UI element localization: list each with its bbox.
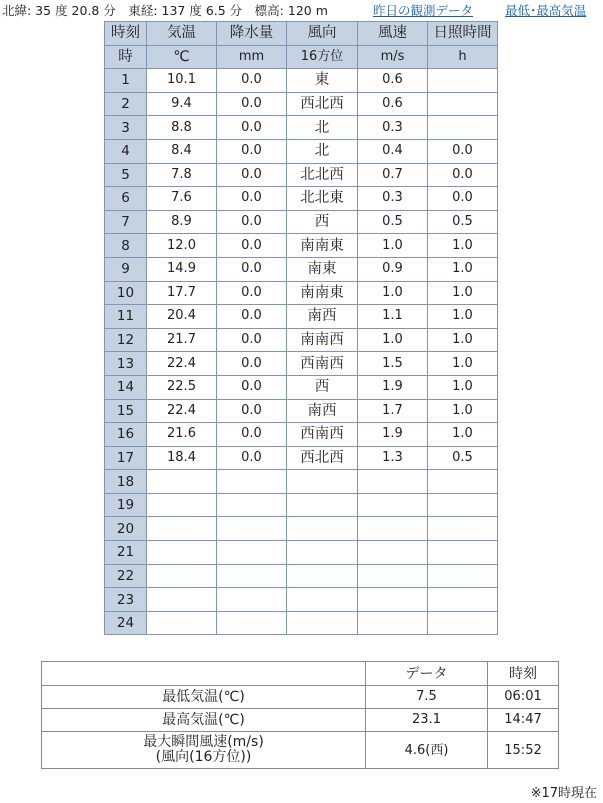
- hour-cell: 23: [105, 588, 147, 612]
- precip-cell: 0.0: [217, 139, 287, 163]
- unit-sunshine: h: [428, 45, 498, 69]
- wind-speed-cell: 1.1: [358, 305, 428, 329]
- wind-speed-cell: [358, 470, 428, 494]
- precip-cell: [217, 517, 287, 541]
- wind-speed-cell: 0.6: [358, 69, 428, 93]
- wind-dir-cell: 西南西: [287, 352, 358, 376]
- sunshine-cell: 0.0: [428, 187, 498, 211]
- wind-speed-cell: 0.3: [358, 116, 428, 140]
- col-header-wind-speed: 風速: [358, 22, 428, 46]
- precip-cell: 0.0: [217, 69, 287, 93]
- hour-cell: 13: [105, 352, 147, 376]
- summary-header-data: データ: [366, 662, 488, 686]
- unit-hour: 時: [105, 45, 147, 69]
- temp-cell: 8.9: [147, 210, 217, 234]
- wind-speed-cell: 1.0: [358, 281, 428, 305]
- temp-cell: 9.4: [147, 92, 217, 116]
- sunshine-cell: 1.0: [428, 328, 498, 352]
- hour-cell: 18: [105, 470, 147, 494]
- temp-cell: 18.4: [147, 446, 217, 470]
- sunshine-cell: 1.0: [428, 399, 498, 423]
- temp-cell: 22.4: [147, 352, 217, 376]
- sunshine-cell: 1.0: [428, 375, 498, 399]
- temp-cell: [147, 564, 217, 588]
- temp-cell: 8.8: [147, 116, 217, 140]
- precip-cell: [217, 541, 287, 565]
- wind-speed-cell: 1.3: [358, 446, 428, 470]
- summary-row-min-temp: [42, 686, 559, 709]
- hour-cell: 7: [105, 210, 147, 234]
- table-row: [105, 234, 498, 258]
- temp-cell: 7.8: [147, 163, 217, 187]
- wind-dir-cell: 西南西: [287, 423, 358, 447]
- wind-dir-cell: [287, 611, 358, 635]
- temp-cell: [147, 611, 217, 635]
- unit-wind-dir: 16方位: [287, 45, 358, 69]
- table-row: [105, 257, 498, 281]
- table-row: [105, 281, 498, 305]
- table-row: [105, 423, 498, 447]
- min-max-temp-link[interactable]: 最低･最高気温: [505, 3, 587, 18]
- wind-speed-cell: 1.9: [358, 375, 428, 399]
- summary-value: 4.6(西): [366, 732, 488, 769]
- hour-cell: 19: [105, 493, 147, 517]
- sunshine-cell: 1.0: [428, 281, 498, 305]
- wind-dir-cell: 北北西: [287, 163, 358, 187]
- summary-time: 06:01: [488, 686, 559, 709]
- sunshine-cell: 1.0: [428, 305, 498, 329]
- precip-cell: 0.0: [217, 116, 287, 140]
- table-row: [105, 588, 498, 612]
- wind-dir-cell: 南南東: [287, 281, 358, 305]
- summary-time: 15:52: [488, 732, 559, 769]
- precip-cell: [217, 611, 287, 635]
- temp-cell: 21.6: [147, 423, 217, 447]
- table-header-row: [105, 22, 498, 46]
- wind-speed-cell: [358, 588, 428, 612]
- wind-speed-cell: 1.7: [358, 399, 428, 423]
- summary-label: 最高気温(℃): [42, 709, 366, 732]
- temp-cell: 7.6: [147, 187, 217, 211]
- hour-cell: 15: [105, 399, 147, 423]
- sunshine-cell: [428, 541, 498, 565]
- sunshine-cell: [428, 69, 498, 93]
- table-row: [105, 446, 498, 470]
- sunshine-cell: [428, 564, 498, 588]
- table-row: [105, 493, 498, 517]
- wind-dir-cell: 東: [287, 69, 358, 93]
- wind-dir-cell: 西: [287, 375, 358, 399]
- precip-cell: 0.0: [217, 234, 287, 258]
- sunshine-cell: 0.5: [428, 446, 498, 470]
- table-row: [105, 163, 498, 187]
- wind-speed-cell: 1.9: [358, 423, 428, 447]
- precip-cell: 0.0: [217, 305, 287, 329]
- precip-cell: 0.0: [217, 210, 287, 234]
- temp-cell: [147, 517, 217, 541]
- wind-speed-cell: 1.0: [358, 234, 428, 258]
- summary-label-line2: (風向(16方位)): [155, 749, 252, 765]
- wind-speed-cell: 0.3: [358, 187, 428, 211]
- wind-dir-cell: 北北東: [287, 187, 358, 211]
- wind-dir-cell: 西北西: [287, 92, 358, 116]
- wind-dir-cell: [287, 470, 358, 494]
- wind-speed-cell: 0.9: [358, 257, 428, 281]
- table-row: [105, 328, 498, 352]
- hourly-observation-table: [104, 21, 498, 635]
- precip-cell: 0.0: [217, 446, 287, 470]
- wind-dir-cell: 南西: [287, 399, 358, 423]
- summary-value: 23.1: [366, 709, 488, 732]
- summary-label-line1: 最大瞬間風速(m/s): [143, 734, 264, 750]
- precip-cell: 0.0: [217, 163, 287, 187]
- wind-dir-cell: 南東: [287, 257, 358, 281]
- sunshine-cell: 1.0: [428, 257, 498, 281]
- summary-header-row: [42, 662, 559, 686]
- hour-cell: 11: [105, 305, 147, 329]
- wind-speed-cell: [358, 564, 428, 588]
- summary-row-max-gust: [42, 732, 559, 769]
- sunshine-cell: [428, 470, 498, 494]
- temp-cell: 14.9: [147, 257, 217, 281]
- station-coordinates: 北緯: 35 度 20.8 分 東経: 137 度 6.5 分 標高: 120 m: [2, 3, 328, 18]
- table-row: [105, 611, 498, 635]
- temp-cell: [147, 493, 217, 517]
- sunshine-cell: [428, 588, 498, 612]
- hour-cell: 5: [105, 163, 147, 187]
- sunshine-cell: [428, 116, 498, 140]
- hour-cell: 2: [105, 92, 147, 116]
- wind-speed-cell: [358, 517, 428, 541]
- wind-dir-cell: 西北西: [287, 446, 358, 470]
- wind-dir-cell: 南西: [287, 305, 358, 329]
- temp-cell: 12.0: [147, 234, 217, 258]
- wind-speed-cell: 0.5: [358, 210, 428, 234]
- temp-cell: 22.4: [147, 399, 217, 423]
- unit-precip: mm: [217, 45, 287, 69]
- table-row: [105, 92, 498, 116]
- wind-speed-cell: 1.0: [358, 328, 428, 352]
- sunshine-cell: 1.0: [428, 234, 498, 258]
- hour-cell: 6: [105, 187, 147, 211]
- update-note: ※17時現在: [530, 786, 597, 801]
- sunshine-cell: 1.0: [428, 423, 498, 447]
- station-info-bar: [2, 1, 602, 21]
- wind-dir-cell: 南南東: [287, 234, 358, 258]
- wind-speed-cell: [358, 611, 428, 635]
- temp-cell: [147, 541, 217, 565]
- wind-dir-cell: 北: [287, 116, 358, 140]
- wind-dir-cell: [287, 588, 358, 612]
- wind-dir-cell: 西: [287, 210, 358, 234]
- summary-value: 7.5: [366, 686, 488, 709]
- wind-speed-cell: 0.6: [358, 92, 428, 116]
- table-row: [105, 69, 498, 93]
- sunshine-cell: [428, 493, 498, 517]
- table-row: [105, 375, 498, 399]
- hour-cell: 12: [105, 328, 147, 352]
- daily-summary-table: [41, 661, 559, 769]
- sunshine-cell: [428, 611, 498, 635]
- table-row: [105, 187, 498, 211]
- col-header-precip: 降水量: [217, 22, 287, 46]
- table-row: [105, 541, 498, 565]
- precip-cell: 0.0: [217, 187, 287, 211]
- hour-cell: 20: [105, 517, 147, 541]
- sunshine-cell: [428, 92, 498, 116]
- table-row: [105, 399, 498, 423]
- precip-cell: 0.0: [217, 257, 287, 281]
- col-header-hour: 時刻: [105, 22, 147, 46]
- temp-cell: [147, 470, 217, 494]
- precip-cell: 0.0: [217, 399, 287, 423]
- col-header-wind-dir: 風向: [287, 22, 358, 46]
- wind-dir-cell: [287, 541, 358, 565]
- wind-dir-cell: 南南西: [287, 328, 358, 352]
- summary-label: [42, 732, 366, 769]
- sunshine-cell: 0.0: [428, 139, 498, 163]
- table-row: [105, 470, 498, 494]
- temp-cell: 22.5: [147, 375, 217, 399]
- sunshine-cell: 1.0: [428, 352, 498, 376]
- summary-label: 最低気温(℃): [42, 686, 366, 709]
- precip-cell: [217, 588, 287, 612]
- temp-cell: 17.7: [147, 281, 217, 305]
- wind-speed-cell: [358, 493, 428, 517]
- wind-dir-cell: [287, 564, 358, 588]
- hour-cell: 4: [105, 139, 147, 163]
- temp-cell: 10.1: [147, 69, 217, 93]
- temp-cell: 20.4: [147, 305, 217, 329]
- summary-time: 14:47: [488, 709, 559, 732]
- precip-cell: 0.0: [217, 375, 287, 399]
- precip-cell: [217, 564, 287, 588]
- hour-cell: 21: [105, 541, 147, 565]
- table-row: [105, 564, 498, 588]
- hour-cell: 10: [105, 281, 147, 305]
- hour-cell: 14: [105, 375, 147, 399]
- wind-speed-cell: 0.7: [358, 163, 428, 187]
- sunshine-cell: 0.5: [428, 210, 498, 234]
- precip-cell: [217, 470, 287, 494]
- temp-cell: 8.4: [147, 139, 217, 163]
- wind-speed-cell: 0.4: [358, 139, 428, 163]
- temp-cell: [147, 588, 217, 612]
- yesterday-data-link[interactable]: 昨日の観測データ: [373, 3, 474, 18]
- sunshine-cell: [428, 517, 498, 541]
- table-row: [105, 517, 498, 541]
- table-row: [105, 210, 498, 234]
- sunshine-cell: 0.0: [428, 163, 498, 187]
- table-units-row: [105, 45, 498, 69]
- wind-dir-cell: 北: [287, 139, 358, 163]
- hour-cell: 3: [105, 116, 147, 140]
- unit-wind-speed: m/s: [358, 45, 428, 69]
- wind-dir-cell: [287, 517, 358, 541]
- col-header-temp: 気温: [147, 22, 217, 46]
- summary-header-blank: [42, 662, 366, 686]
- col-header-sunshine: 日照時間: [428, 22, 498, 46]
- hour-cell: 8: [105, 234, 147, 258]
- precip-cell: [217, 493, 287, 517]
- precip-cell: 0.0: [217, 92, 287, 116]
- table-row: [105, 352, 498, 376]
- hour-cell: 9: [105, 257, 147, 281]
- table-row: [105, 305, 498, 329]
- summary-header-time: 時刻: [488, 662, 559, 686]
- wind-speed-cell: [358, 541, 428, 565]
- wind-speed-cell: 1.5: [358, 352, 428, 376]
- unit-temp: ℃: [147, 45, 217, 69]
- hour-cell: 22: [105, 564, 147, 588]
- precip-cell: 0.0: [217, 328, 287, 352]
- temp-cell: 21.7: [147, 328, 217, 352]
- hour-cell: 16: [105, 423, 147, 447]
- summary-row-max-temp: [42, 709, 559, 732]
- precip-cell: 0.0: [217, 281, 287, 305]
- precip-cell: 0.0: [217, 352, 287, 376]
- hour-cell: 1: [105, 69, 147, 93]
- hour-cell: 24: [105, 611, 147, 635]
- wind-dir-cell: [287, 493, 358, 517]
- precip-cell: 0.0: [217, 423, 287, 447]
- table-row: [105, 116, 498, 140]
- table-row: [105, 139, 498, 163]
- hour-cell: 17: [105, 446, 147, 470]
